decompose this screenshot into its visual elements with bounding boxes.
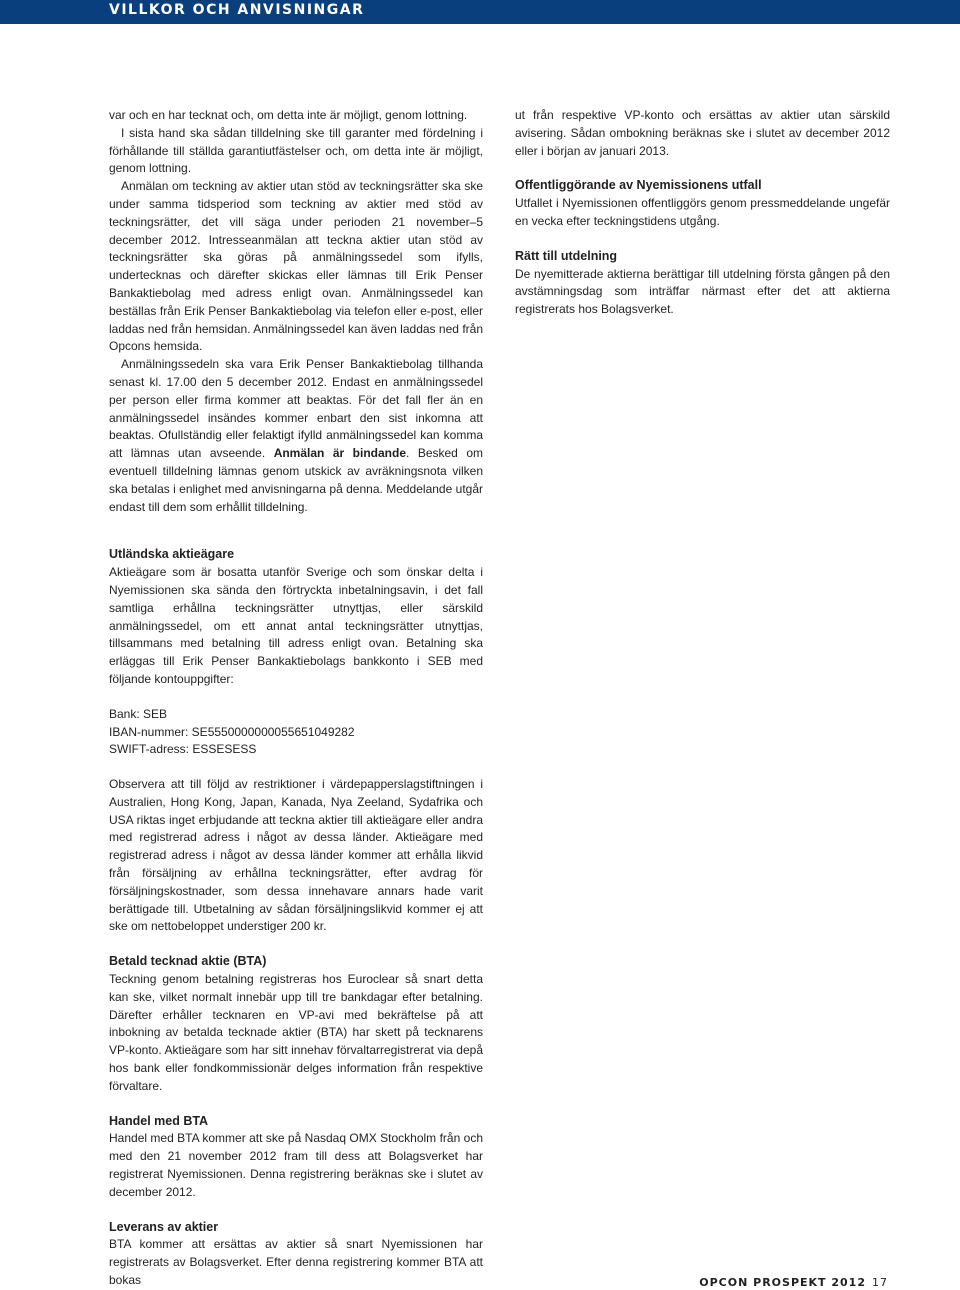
bold-notice: Anmälan är bindande	[273, 446, 406, 461]
page-footer	[699, 1276, 888, 1289]
paragraph: BTA kommer att ersättas av aktier så snart Nyemissionen har registrerats av Bolagsverket. Efter denna registrering kommer BTA att bokas	[109, 1237, 483, 1288]
left-column	[109, 107, 483, 1290]
section-heading: Betald tecknad aktie (BTA)	[109, 954, 267, 969]
paragraph: Teckning genom betalning registreras hos Euroclear så snart detta kan ske, vilket normalt innebär upp till tre bankdagar efter betalning. Därefter erhåller tecknaren en VP-avi med bekräftelse på att inbokning av betalda tecknade aktier (BTA) har skett på tecknarens VP-konto. Aktieägare som har sitt innehav förvaltarregistrerat via depå hos bank eller fondkommissionär delges information från respektive förvaltare.	[109, 972, 483, 1093]
paragraph: var och en har tecknat och, om detta inte är möjligt, genom lottning.	[109, 108, 468, 122]
footer-label: OPCON PROSPEKT 2012	[699, 1276, 866, 1289]
text-span: Anmälningssedeln ska vara Erik Penser Bankaktiebolag tillhanda senast kl. 17.00 den 5 december 2012. Endast en anmälningssedel per person eller firma kommer att beaktas. För det fall fler än en anmälningssedel insändes kommer enbart den sist inkomna att beaktas. Ofullständig eller felaktigt ifylld anmälningssedel kan komma att lämnas utan avseende.	[109, 357, 483, 461]
text-span: . Besked om eventuell tilldelning lämnas genom utskick av avräkningsnota vilken ska betalas i enlighet med anvisningarna på denna. Meddelande utgår endast till dem som erhållit tilldelning.	[109, 446, 483, 514]
section-heading: Rätt till utdelning	[515, 248, 618, 263]
paragraph: ut från respektive VP-konto och ersättas av aktier utan särskild avisering. Sådan ombokning beräknas ske i slutet av december 2012 eller i början av januari 2013.	[515, 108, 890, 158]
section-heading: Handel med BTA	[109, 1113, 209, 1128]
paragraph: Utfallet i Nyemissionen offentliggörs genom pressmeddelande ungefär en vecka efter teckningstidens utgång.	[515, 196, 890, 228]
paragraph: Aktieägare som är bosatta utanför Sverige och som önskar delta i Nyemissionen ska sända den förtryckta inbetalningsavin, i det fall samtliga erhållna teckningsrätter utnyttjas, eller särskild anmälningssedel, om ett annat antal teckningsrätter utnyttjas, tillsammans med betalning till adress enligt ovan. Betalning ska erläggas till Erik Penser Bankaktiebolags bankkonto i SEB med följande kontouppgifter:	[109, 565, 483, 686]
swift-line: SWIFT-adress: ESSESESS	[109, 742, 257, 757]
page-section-title: VILLKOR OCH ANVISNINGAR	[109, 2, 365, 18]
page-number: 17	[872, 1276, 888, 1289]
section-heading: Utländska aktieägare	[109, 547, 235, 562]
paragraph: Handel med BTA kommer att ske på Nasdaq OMX Stockholm från och med den 21 november 2012 fram till dess att Bolagsverket har registrerat Nyemissionen. Denna registrering beräknas ske i slutet av december 2012.	[109, 1131, 483, 1199]
paragraph	[109, 356, 483, 516]
section-heading: Leverans av aktier	[109, 1219, 219, 1234]
paragraph: Anmälan om teckning av aktier utan stöd av teckningsrätter ska ske under samma tidsperiod som teckning av aktier med stöd av teckningsrätter, det vill säga under perioden 21 november–5 december 2012. Intresseanmälan att teckna aktier utan stöd av teckningsrätter ska göras på anmälningssedel som ifylls, undertecknas och därefter skickas eller lämnas till Erik Penser Bankaktiebolag med adress enligt ovan. Anmälningssedel kan beställas från Erik Penser Bankaktiebolag via telefon eller e-post, eller laddas ned från hemsidan. Anmälningssedel kan även laddas ned från Opcons hemsida.	[109, 179, 483, 354]
paragraph: De nyemitterade aktierna berättigar till utdelning första gången på den avstämningsdag som inträffar närmast efter det att aktierna registrerats hos Bolagsverket.	[515, 266, 890, 317]
paragraph: I sista hand ska sådan tilldelning ske till garanter med fördelning i förhållande till ställda garantiutfästelser och, om detta inte är möjligt, genom lottning.	[109, 125, 483, 176]
section-heading: Offentliggörande av Nyemissionens utfall	[515, 178, 762, 193]
paragraph: Observera att till följd av restriktioner i värdepapperslagstiftningen i Australien, Hong Kong, Japan, Kanada, Nya Zeeland, Sydafrika och USA riktas inget erbjudande att teckna aktier till aktieägare eller andra med registrerad adress i något av dessa länder. Aktieägare med registrerad adress i något av dessa länder kommer att erhålla likvid från försäljning av erhållna teckningsrätter, efter avdrag för försäljningskostnader, som dessa innehavare annars hade varit berättigade till. Utbetalning av sådan försäljningslikvid kommer ej att ske om nettobeloppet understiger 200 kr.	[109, 777, 483, 934]
right-column	[515, 107, 890, 319]
bank-line: Bank: SEB	[109, 706, 168, 721]
iban-line: IBAN-nummer: SE5550000000055651049282	[109, 724, 355, 739]
